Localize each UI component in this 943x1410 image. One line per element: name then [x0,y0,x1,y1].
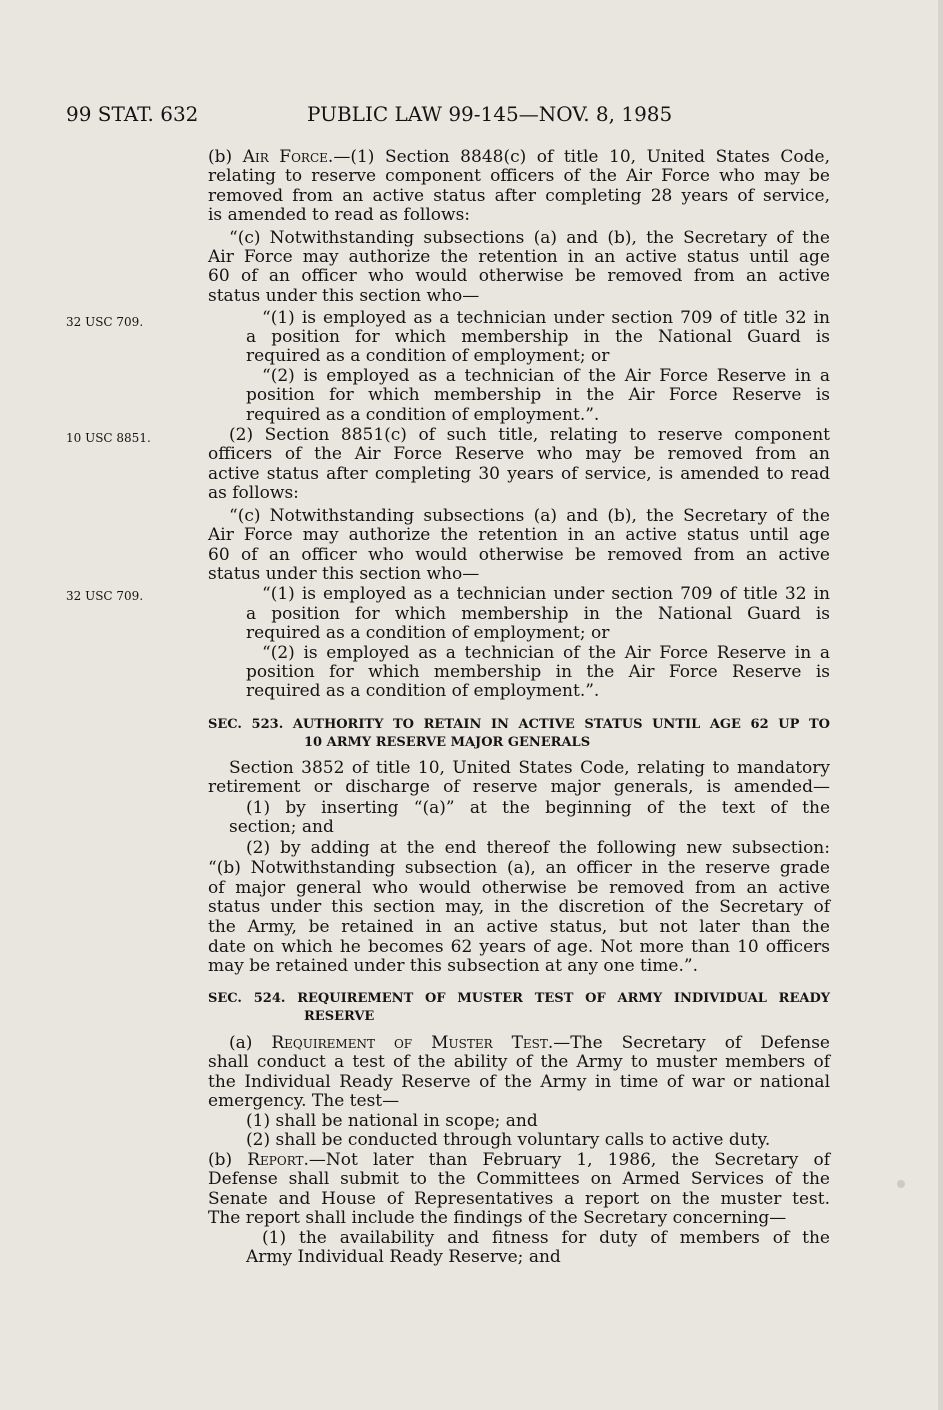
text-line: is amended to read as follows: [208,205,471,225]
text-line: (2) shall be conducted through voluntary calls to active duty. [246,1130,771,1150]
text-line: “(2) is employed as a technician of the Air Force Reserve in a [262,366,830,386]
section-heading: 10 ARMY RESERVE MAJOR GENERALS [304,735,591,750]
text-line: (1) by inserting “(a)” at the beginning of the text of the [246,798,830,818]
scan-mark [897,1180,905,1188]
text-line: status under this section who— [208,564,480,584]
text-line: (a) Requirement of Muster Test.—The Secretary of Defense [229,1033,830,1053]
text-line: “(2) is employed as a technician of the Air Force Reserve in a [262,643,830,663]
text-line: emergency. The test— [208,1091,400,1111]
text-line: retirement or discharge of reserve major generals, is amended— [208,777,830,797]
text-line: Section 3852 of title 10, United States Code, relating to mandatory [229,758,830,778]
text-line: (2) by adding at the end thereof the following new subsection: [246,838,830,858]
text-line: may be retained under this subsection at any one time.”. [208,956,698,976]
text-line: required as a condition of employment; or [246,346,610,366]
text-line: the Army, be retained in an active status, but not later than the [208,917,830,937]
text-line: “(b) Notwithstanding subsection (a), an officer in the reserve grade [208,858,830,878]
text-line: “(c) Notwithstanding subsections (a) and (b), the Secretary of the [229,506,830,526]
text-line: as follows: [208,483,299,503]
text-line: (b) Air Force.—(1) Section 8848(c) of title 10, United States Code, [208,147,830,167]
text-line: status under this section may, in the discretion of the Secretary of [208,897,830,917]
text-line: of major general who would otherwise be removed from an active [208,878,830,898]
text-line: date on which he becomes 62 years of age. Not more than 10 officers [208,937,830,957]
text-line: position for which membership in the Air Force Reserve is [246,385,830,405]
text-line: Air Force may authorize the retention in an active status until age [208,525,830,545]
margin-note: 10 USC 8851. [66,431,151,445]
section-heading: SEC. 524. REQUIREMENT OF MUSTER TEST OF ARMY INDIVIDUAL READY [208,991,830,1006]
text-line: required as a condition of employment; or [246,623,610,643]
page-edge [938,0,943,1410]
text-line: (1) the availability and fitness for duty of members of the [262,1228,830,1248]
text-line: required as a condition of employment.”. [246,405,600,425]
text-line: shall conduct a test of the ability of the Army to muster members of [208,1052,830,1072]
text-line: “(1) is employed as a technician under section 709 of title 32 in [262,308,830,328]
text-line: Army Individual Ready Reserve; and [246,1247,561,1267]
page-title: PUBLIC LAW 99-145—NOV. 8, 1985 [307,102,673,126]
text-line: required as a condition of employment.”. [246,681,600,701]
text-line: removed from an active status after completing 28 years of service, [208,186,830,206]
text-line: Senate and House of Representatives a report on the muster test. [208,1189,830,1209]
text-line: status under this section who— [208,286,480,306]
text-line: Air Force may authorize the retention in an active status until age [208,247,830,267]
margin-note: 32 USC 709. [66,589,144,603]
text-line: a position for which membership in the National Guard is [246,604,830,624]
text-line: 60 of an officer who would otherwise be removed from an active [208,266,830,286]
text-line: “(1) is employed as a technician under section 709 of title 32 in [262,584,830,604]
text-line: (2) Section 8851(c) of such title, relating to reserve component [229,425,830,445]
margin-note: 32 USC 709. [66,315,144,329]
text-line: (1) shall be national in scope; and [246,1111,538,1131]
text-line: (b) Report.—Not later than February 1, 1986, the Secretary of [208,1150,830,1170]
text-line: officers of the Air Force Reserve who may be removed from an [208,444,830,464]
section-heading: SEC. 523. AUTHORITY TO RETAIN IN ACTIVE STATUS UNTIL AGE 62 UP TO [208,717,830,732]
text-line: the Individual Ready Reserve of the Army in time of war or national [208,1072,830,1092]
text-line: a position for which membership in the National Guard is [246,327,830,347]
text-line: active status after completing 30 years of service, is amended to read [208,464,830,484]
text-line: position for which membership in the Air Force Reserve is [246,662,830,682]
text-line: “(c) Notwithstanding subsections (a) and (b), the Secretary of the [229,228,830,248]
section-heading: RESERVE [304,1009,375,1024]
text-line: 60 of an officer who would otherwise be removed from an active [208,545,830,565]
text-line: Defense shall submit to the Committees on Armed Services of the [208,1169,830,1189]
text-line: relating to reserve component officers of the Air Force who may be [208,166,830,186]
statute-citation: 99 STAT. 632 [66,102,199,126]
text-line: section; and [229,817,334,837]
text-line: The report shall include the findings of the Secretary concerning— [208,1208,787,1228]
